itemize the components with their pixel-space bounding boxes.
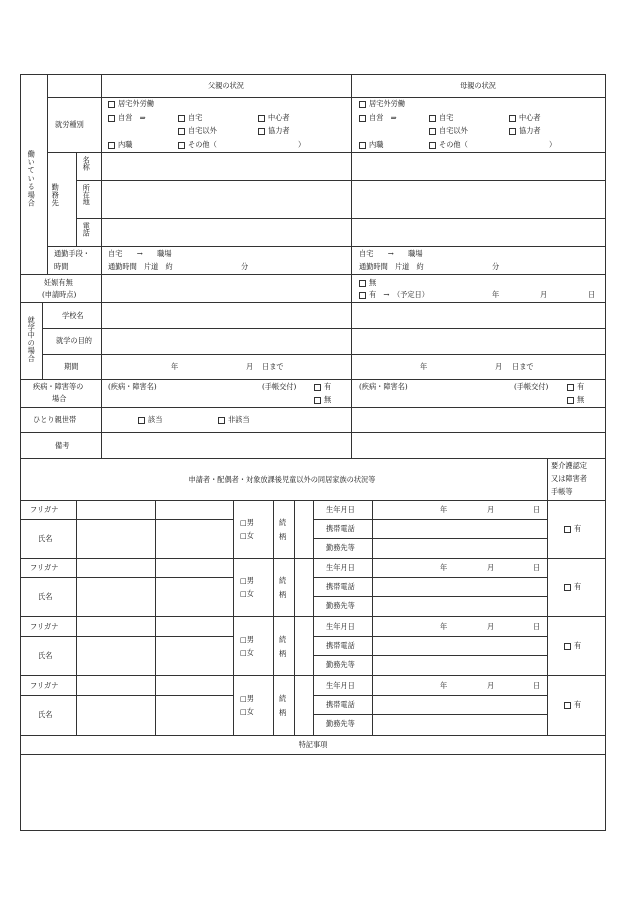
- rule-line: [313, 577, 548, 578]
- family-row-4-care-yes[interactable]: [564, 701, 581, 709]
- father-handbook-no[interactable]: [314, 396, 331, 404]
- rule-line: [47, 246, 606, 247]
- family-title: 申請者・配偶者・対象放課後児童以外の同居家族の状況等: [188, 475, 376, 484]
- workplace-label: 勤務先: [51, 183, 61, 208]
- family-row-1-mobile-label: 携帯電話: [326, 524, 355, 533]
- family-row-1-birth-label: 生年月日: [326, 505, 355, 514]
- single-parent-applicable-label: 該当: [148, 415, 163, 424]
- mother-outside-work-option[interactable]: [359, 100, 405, 108]
- rule-line: [20, 754, 606, 755]
- rule-line: [605, 74, 606, 831]
- special-notes-label: 特記事項: [298, 740, 328, 749]
- rule-line: [47, 97, 606, 98]
- mother-period-month: 月: [495, 362, 503, 371]
- pregnancy-yes-option[interactable]: [359, 291, 429, 299]
- illness-label-2: 場合: [52, 394, 67, 403]
- pregnancy-label-1: 妊娠有無: [44, 278, 73, 287]
- family-row-2-relation-2: 柄: [279, 590, 287, 599]
- checkbox[interactable]: [359, 101, 366, 108]
- rule-line: [20, 636, 234, 637]
- checkbox[interactable]: [567, 384, 574, 391]
- pregnancy-yes-option-label: 有 → （予定日）: [369, 290, 429, 299]
- father-home-option-label: 自宅: [188, 113, 203, 122]
- family-row-1-furigana-label: フリガナ: [30, 505, 59, 514]
- father-handbook-yes-label: 有: [324, 382, 332, 391]
- father-helper-option[interactable]: [258, 127, 290, 135]
- rule-line: [313, 500, 314, 736]
- single-parent-not-applicable[interactable]: [218, 416, 250, 424]
- family-row-2-workplace-label: 勤務先等: [326, 601, 355, 610]
- mother-handbook-no[interactable]: [567, 396, 584, 404]
- father-other-option[interactable]: [178, 141, 217, 149]
- family-row-3-workplace-label: 勤務先等: [326, 660, 355, 669]
- period-label: 期間: [64, 362, 79, 371]
- school-label: 学校名: [62, 311, 84, 320]
- father-illness-name: (疾病・障害名): [108, 382, 157, 391]
- father-commute-time: 通勤時間 片道 約: [108, 262, 173, 271]
- family-row-2-birth-year: 年: [440, 563, 448, 572]
- mother-outside-home-option-label: 自宅以外: [439, 126, 468, 135]
- rule-line: [42, 354, 606, 355]
- remarks-label: 備考: [55, 441, 70, 450]
- rule-line: [20, 519, 234, 520]
- care-header-3: 手帳等: [551, 487, 573, 496]
- family-row-3-birth-label: 生年月日: [326, 622, 355, 631]
- father-commute-minutes: 分: [241, 262, 249, 271]
- mother-home-option-label: 自宅: [439, 113, 454, 122]
- father-helper-option-label: 協力者: [268, 126, 290, 135]
- family-row-3-relation-1: 続: [279, 635, 287, 644]
- father-illness-handbook: (手帳交付): [262, 382, 297, 391]
- rule-line: [20, 302, 606, 303]
- rule-line: [233, 500, 234, 736]
- checkbox[interactable]: [429, 142, 436, 149]
- checkbox[interactable]: [564, 526, 571, 533]
- rule-line: [20, 74, 606, 75]
- single-parent-applicable[interactable]: [138, 416, 162, 424]
- care-header-1: 要介護認定: [551, 461, 587, 470]
- father-piecework-option-label: 内職: [118, 140, 133, 149]
- family-row-4-birth-month: 月: [487, 681, 495, 690]
- mother-outside-work-option-label: 居宅外労働: [369, 99, 405, 108]
- family-row-2-furigana-label: フリガナ: [30, 563, 59, 572]
- rule-line: [313, 695, 548, 696]
- commute-label-1: 通勤手段・: [54, 249, 90, 258]
- rule-line: [20, 830, 606, 831]
- checkbox[interactable]: [314, 397, 321, 404]
- mother-central-option-label: 中心者: [519, 113, 541, 122]
- rule-line: [20, 274, 606, 275]
- rule-line: [20, 432, 606, 433]
- family-row-4-relation-2: 柄: [279, 708, 287, 717]
- family-row-3-relation-2: 柄: [279, 649, 287, 658]
- single-parent-label: ひとり親世帯: [33, 415, 77, 424]
- father-period-until: 日まで: [262, 362, 284, 371]
- rule-line: [273, 500, 274, 736]
- checkbox[interactable]: [564, 702, 571, 709]
- father-handbook-no-label: 無: [324, 395, 332, 404]
- rule-line: [20, 407, 606, 408]
- rule-line: [155, 500, 156, 736]
- checkbox[interactable]: [429, 115, 436, 122]
- rule-line: [101, 74, 102, 459]
- rule-line: [42, 328, 606, 329]
- mother-helper-option-label: 協力者: [519, 126, 541, 135]
- single-parent-not-applicable-label: 非該当: [228, 415, 250, 424]
- rule-line: [372, 500, 373, 736]
- mother-piecework-option-label: 内職: [369, 140, 384, 149]
- family-row-4-female-option[interactable]: □女: [240, 707, 254, 716]
- family-row-3-mobile-label: 携帯電話: [326, 641, 355, 650]
- studying-section-label: 就学中の場合: [27, 316, 37, 363]
- name-label: 名称: [82, 156, 92, 171]
- family-row-3-female-option[interactable]: □女: [240, 648, 254, 657]
- mother-commute-route: 自宅 → 職場: [359, 249, 423, 258]
- checkbox[interactable]: [218, 417, 225, 424]
- father-piecework-option[interactable]: [108, 141, 132, 149]
- mother-period-year: 年: [420, 362, 428, 371]
- rule-line: [313, 655, 548, 656]
- mother-illness-name: (疾病・障害名): [359, 382, 408, 391]
- family-row-2-male-option[interactable]: □男: [240, 576, 254, 585]
- rule-line: [47, 152, 606, 153]
- checkbox[interactable]: [509, 128, 516, 135]
- checkbox[interactable]: [564, 643, 571, 650]
- family-row-2-female-option[interactable]: □女: [240, 589, 254, 598]
- father-outside-home-option[interactable]: [178, 127, 217, 135]
- rule-line: [20, 379, 606, 380]
- mother-other-close: ）: [549, 140, 557, 149]
- rule-line: [20, 74, 21, 831]
- mother-piecework-option[interactable]: [359, 141, 383, 149]
- family-row-3-birth-month: 月: [487, 622, 495, 631]
- mother-commute-minutes: 分: [492, 262, 500, 271]
- checkbox[interactable]: [564, 584, 571, 591]
- father-commute-route: 自宅 → 職場: [108, 249, 172, 258]
- rule-line: [313, 596, 548, 597]
- checkbox[interactable]: [359, 115, 366, 122]
- checkbox[interactable]: [567, 397, 574, 404]
- pregnancy-label-2: (申請時点): [42, 290, 77, 299]
- checkbox[interactable]: [108, 142, 115, 149]
- family-row-1-birth-day: 日: [533, 505, 541, 514]
- mother-other-option-label: その他（: [439, 140, 468, 149]
- father-header: 父親の状況: [208, 81, 244, 90]
- family-row-1-birth-month: 月: [487, 505, 495, 514]
- family-row-1-care-yes-label: 有: [574, 524, 582, 533]
- pregnancy-none-option[interactable]: [359, 279, 376, 287]
- rule-line: [313, 636, 548, 637]
- family-row-1-relation-1: 続: [279, 518, 287, 527]
- working-section-label: 働いている場合: [27, 150, 37, 208]
- father-self-employed-option[interactable]: [108, 114, 146, 122]
- family-row-2-care-yes[interactable]: [564, 583, 581, 591]
- rule-line: [76, 180, 606, 181]
- family-row-2-name-label: 氏名: [38, 592, 53, 601]
- family-row-4-male-option[interactable]: □男: [240, 694, 254, 703]
- mother-period-until: 日まで: [512, 362, 534, 371]
- family-row-3-male-option[interactable]: □男: [240, 635, 254, 644]
- family-row-3-birth-day: 日: [533, 622, 541, 631]
- family-row-4-mobile-label: 携帯電話: [326, 700, 355, 709]
- family-row-1-relation-2: 柄: [279, 532, 287, 541]
- family-row-3-care-yes-label: 有: [574, 641, 582, 650]
- checkbox[interactable]: [359, 142, 366, 149]
- pregnancy-day: 日: [588, 290, 596, 299]
- father-outside-work-option[interactable]: [108, 100, 154, 108]
- father-outside-work-option-label: 居宅外労働: [118, 99, 154, 108]
- mother-header: 母親の状況: [460, 81, 496, 90]
- pregnancy-month: 月: [540, 290, 548, 299]
- phone-label: 電話: [82, 222, 92, 237]
- family-row-4-birth-year: 年: [440, 681, 448, 690]
- mother-self-employed-option-label: 自営 ⇒: [369, 113, 397, 122]
- family-row-4-furigana-label: フリガナ: [30, 681, 59, 690]
- address-label: 所在地: [82, 184, 92, 206]
- employment-type-label: 就労種別: [55, 120, 84, 129]
- father-period-year: 年: [171, 362, 179, 371]
- family-row-4-relation-1: 続: [279, 694, 287, 703]
- checkbox[interactable]: [108, 101, 115, 108]
- rule-line: [76, 218, 606, 219]
- family-row-2-mobile-label: 携帯電話: [326, 582, 355, 591]
- rule-line: [20, 695, 234, 696]
- family-row-4-birth-label: 生年月日: [326, 681, 355, 690]
- rule-line: [313, 519, 548, 520]
- rule-line: [313, 714, 548, 715]
- checkbox[interactable]: [314, 384, 321, 391]
- family-row-2-birth-label: 生年月日: [326, 563, 355, 572]
- mother-handbook-no-label: 無: [577, 395, 585, 404]
- family-row-4-birth-day: 日: [533, 681, 541, 690]
- family-row-2-birth-day: 日: [533, 563, 541, 572]
- father-self-employed-option-label: 自営 ⇒: [118, 113, 146, 122]
- checkbox[interactable]: [108, 115, 115, 122]
- rule-line: [76, 152, 77, 247]
- mother-handbook-yes-label: 有: [577, 382, 585, 391]
- rule-line: [76, 500, 77, 736]
- family-row-3-name-label: 氏名: [38, 651, 53, 660]
- father-outside-home-option-label: 自宅以外: [188, 126, 217, 135]
- checkbox[interactable]: [429, 128, 436, 135]
- family-row-2-relation-1: 続: [279, 576, 287, 585]
- family-row-1-female-option[interactable]: □女: [240, 531, 254, 540]
- rule-line: [20, 577, 234, 578]
- family-row-4-name-label: 氏名: [38, 710, 53, 719]
- care-header-2: 又は障害者: [551, 474, 587, 483]
- family-row-1-care-yes[interactable]: [564, 525, 581, 533]
- rule-line: [42, 302, 43, 380]
- father-other-option-label: その他（: [188, 140, 217, 149]
- mother-central-option[interactable]: [509, 114, 541, 122]
- rule-line: [294, 500, 295, 736]
- pregnancy-year: 年: [492, 290, 500, 299]
- checkbox[interactable]: [178, 128, 185, 135]
- mother-other-option[interactable]: [429, 141, 468, 149]
- father-central-option-label: 中心者: [268, 113, 290, 122]
- family-row-4-workplace-label: 勤務先等: [326, 719, 355, 728]
- commute-label-2: 時間: [54, 262, 69, 271]
- illness-label-1: 疾病・障害等の: [33, 382, 84, 391]
- mother-self-employed-option[interactable]: [359, 114, 397, 122]
- family-row-3-furigana-label: フリガナ: [30, 622, 59, 631]
- family-row-1-name-label: 氏名: [38, 534, 53, 543]
- family-row-2-care-yes-label: 有: [574, 582, 582, 591]
- father-home-option[interactable]: [178, 114, 202, 122]
- checkbox[interactable]: [509, 115, 516, 122]
- checkbox[interactable]: [258, 115, 265, 122]
- mother-illness-handbook: (手帳交付): [514, 382, 549, 391]
- checkbox[interactable]: [178, 115, 185, 122]
- family-row-2-birth-month: 月: [487, 563, 495, 572]
- checkbox[interactable]: [359, 280, 366, 287]
- family-row-1-birth-year: 年: [440, 505, 448, 514]
- father-other-close: ）: [298, 140, 306, 149]
- mother-helper-option[interactable]: [509, 127, 541, 135]
- family-row-3-birth-year: 年: [440, 622, 448, 631]
- mother-commute-time: 通勤時間 片道 約: [359, 262, 424, 271]
- rule-line: [47, 74, 48, 275]
- rule-line: [313, 538, 548, 539]
- father-period-month: 月: [246, 362, 254, 371]
- mother-outside-home-option[interactable]: [429, 127, 468, 135]
- rule-line: [351, 74, 352, 459]
- mother-handbook-yes[interactable]: [567, 383, 584, 391]
- checkbox[interactable]: [359, 292, 366, 299]
- checkbox[interactable]: [178, 142, 185, 149]
- family-row-4-care-yes-label: 有: [574, 700, 582, 709]
- father-handbook-yes[interactable]: [314, 383, 331, 391]
- pregnancy-none-option-label: 無: [369, 278, 377, 287]
- mother-home-option[interactable]: [429, 114, 453, 122]
- father-central-option[interactable]: [258, 114, 290, 122]
- purpose-label: 就学の目的: [56, 336, 92, 345]
- family-row-3-care-yes[interactable]: [564, 642, 581, 650]
- rule-line: [20, 458, 606, 459]
- family-row-1-workplace-label: 勤務先等: [326, 543, 355, 552]
- checkbox[interactable]: [258, 128, 265, 135]
- checkbox[interactable]: [138, 417, 145, 424]
- family-row-1-male-option[interactable]: □男: [240, 518, 254, 527]
